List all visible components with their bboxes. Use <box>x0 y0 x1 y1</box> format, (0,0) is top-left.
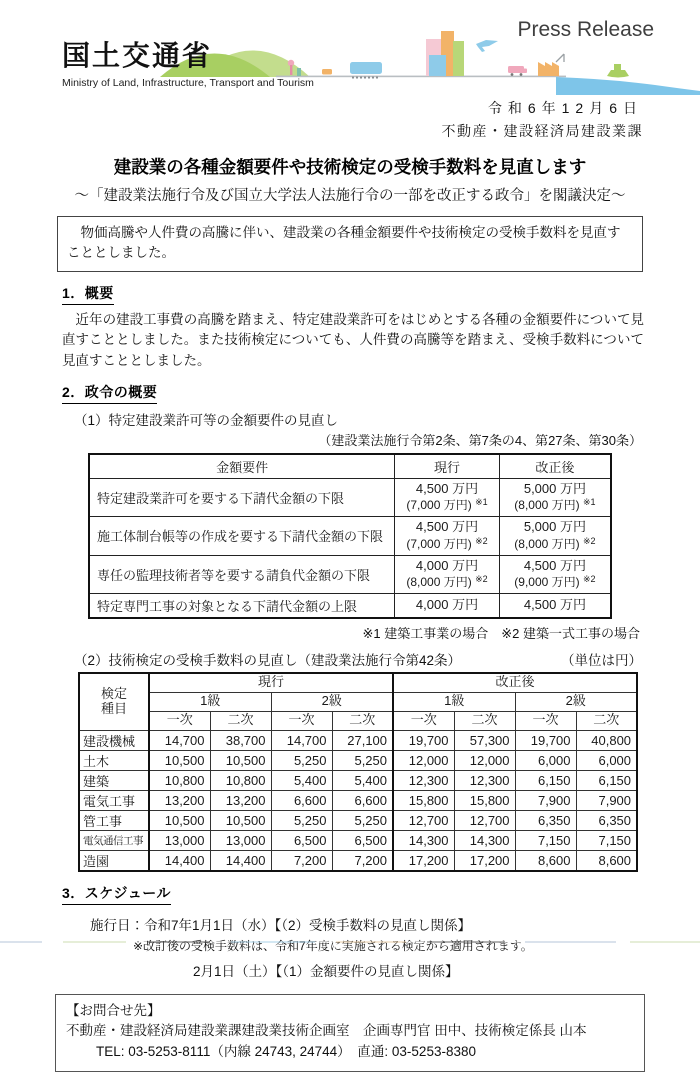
fee-value: 14,400 <box>210 850 271 871</box>
fee-value: 12,700 <box>454 810 515 830</box>
fee-value: 6,150 <box>515 770 576 790</box>
factory-icon <box>538 62 559 76</box>
fee-value: 40,800 <box>576 730 637 750</box>
car-icon <box>322 69 332 75</box>
fee-value: 5,250 <box>332 810 393 830</box>
schedule-line2: 2月1日（土）【（1）金額要件の見直し関係】 <box>193 960 700 980</box>
fee-value: 13,000 <box>149 830 210 850</box>
building-blue <box>429 55 446 76</box>
ministry-name: 国土交通省 <box>62 34 314 74</box>
stage-header: 一次 <box>271 711 332 730</box>
fee-value: 8,600 <box>576 850 637 871</box>
crane-icon <box>556 54 564 62</box>
fee-value: 17,200 <box>454 850 515 871</box>
airplane-icon <box>476 40 498 52</box>
amount-cell: 4,500 万円 (7,000 万円) $^{※2}$ <box>395 517 500 555</box>
ship-icon <box>607 70 629 78</box>
exam-category-label: 建設機械 <box>79 730 149 750</box>
fee-value: 5,250 <box>332 750 393 770</box>
requirement-label: 専任の監理技術者等を要する請負代金額の下限 <box>89 555 395 593</box>
item1-reference: （建設業法施行令第2条、第7条の4、第27条、第30条） <box>0 430 642 449</box>
amount-cell: 4,500 万円 (9,000 万円) $^{※2}$ <box>499 555 611 593</box>
amount-cell: 4,000 万円 (8,000 万円) $^{※2}$ <box>395 555 500 593</box>
fee-header-stage-row <box>79 711 637 730</box>
press-release-label: Press Release <box>517 18 654 42</box>
section1-heading: 1．概要 <box>62 283 114 305</box>
corner-header-exam-category <box>79 673 149 730</box>
truck-wheel <box>511 73 514 76</box>
fee-value: 57,300 <box>454 730 515 750</box>
fee-header-group-row <box>79 673 637 692</box>
fee-value: 12,700 <box>393 810 454 830</box>
unit-note: （単位は円） <box>561 649 642 669</box>
train-icon <box>350 62 382 74</box>
fee-value: 6,000 <box>576 750 637 770</box>
fee-header-grade-row <box>79 692 637 711</box>
fee-value: 5,250 <box>271 810 332 830</box>
fee-value: 7,900 <box>576 790 637 810</box>
summary-box: 物価高騰や人件費の高騰に伴い、建設業の各種金額要件や技術検定の受検手数料を見直すこととしました。 <box>57 216 643 272</box>
col-header-revised: 改正後 <box>499 454 611 478</box>
table-row <box>89 478 611 516</box>
fee-value: 19,700 <box>515 730 576 750</box>
fee-value: 27,100 <box>332 730 393 750</box>
requirement-label: 特定専門工事の対象となる下請代金額の上限 <box>89 594 395 619</box>
fee-value: 7,200 <box>332 850 393 871</box>
fee-value: 14,700 <box>271 730 332 750</box>
fee-value: 6,500 <box>271 830 332 850</box>
fee-value: 10,500 <box>210 810 271 830</box>
item2-heading: （2）技術検定の受検手数料の見直し（建設業法施行令第42条） <box>74 649 461 669</box>
section1-body: 近年の建設工事費の高騰を踏まえ、特定建設業許可をはじめとする各種の金額要件について見直すこととしました。また技術検定についても、人件費の高騰等を踏まえ、受検手数料について見直すこととしました。 <box>62 310 644 372</box>
amount-cell: 4,500 万円 (7,000 万円) $^{※1}$ <box>395 478 500 516</box>
truck-cab <box>521 69 527 74</box>
stage-header: 一次 <box>149 711 210 730</box>
schedule-line1: 施行日：令和7年1月1日（水）【（2）受検手数料の見直し関係】 <box>90 914 700 934</box>
table-row <box>89 517 611 555</box>
amount-requirements-table <box>88 453 612 619</box>
table-row <box>79 810 637 830</box>
fee-value: 5,400 <box>332 770 393 790</box>
contact-phone: TEL: 03-5253-8111（内線 24743, 24744） 直通: 03-5253-8380 <box>96 1042 634 1063</box>
table-row <box>79 730 637 750</box>
bottom-decorative-strip <box>0 941 700 943</box>
amount-table-body <box>89 478 611 618</box>
table-row <box>79 830 637 850</box>
fee-value: 6,150 <box>576 770 637 790</box>
table-row <box>89 594 611 619</box>
corner-line2: 種目 <box>80 702 148 717</box>
fee-value: 38,700 <box>210 730 271 750</box>
page-title: 建設業の各種金額要件や技術検定の受検手数料を見直します <box>0 154 700 179</box>
issuing-department: 不動産・建設経済局建設業課 <box>0 121 700 141</box>
section2-heading: 2．政令の概要 <box>62 382 157 404</box>
amount-cell: 4,000 万円 <box>395 594 500 619</box>
corner-line1: 検定 <box>80 687 148 702</box>
fee-value: 5,250 <box>271 750 332 770</box>
ministry-name-en: Ministry of Land, Infrastructure, Transport and Tourism <box>62 77 314 89</box>
fee-value: 12,300 <box>454 770 515 790</box>
fee-value: 7,200 <box>271 850 332 871</box>
amount-cell: 5,000 万円 (8,000 万円) $^{※2}$ <box>499 517 611 555</box>
fee-value: 7,150 <box>515 830 576 850</box>
table-row <box>89 555 611 593</box>
group-header-current: 現行 <box>149 673 393 692</box>
col-header-current: 現行 <box>395 454 500 478</box>
requirement-label: 施工体制台帳等の作成を要する下請代金額の下限 <box>89 517 395 555</box>
ministry-logo <box>62 34 314 89</box>
fee-value: 10,500 <box>149 750 210 770</box>
fee-value: 6,350 <box>515 810 576 830</box>
ground-line <box>276 76 566 78</box>
fee-value: 13,200 <box>210 790 271 810</box>
stage-header: 二次 <box>210 711 271 730</box>
exam-category-label: 土木 <box>79 750 149 770</box>
fee-value: 7,150 <box>576 830 637 850</box>
fee-value: 6,600 <box>332 790 393 810</box>
fee-value: 12,000 <box>454 750 515 770</box>
building-green <box>453 41 464 76</box>
stage-header: 一次 <box>393 711 454 730</box>
fee-value: 10,800 <box>210 770 271 790</box>
fee-value: 15,800 <box>393 790 454 810</box>
fee-value: 6,350 <box>576 810 637 830</box>
contact-box <box>55 994 645 1072</box>
fee-value: 19,700 <box>393 730 454 750</box>
stage-header: 二次 <box>454 711 515 730</box>
exam-category-label: 管工事 <box>79 810 149 830</box>
fee-value: 14,300 <box>393 830 454 850</box>
table1-footnote: ※1 建築工事業の場合 ※2 建築一式工事の場合 <box>0 623 640 642</box>
stage-header: 二次 <box>332 711 393 730</box>
table-row <box>79 770 637 790</box>
section3-heading: 3．スケジュール <box>62 883 171 905</box>
fee-value: 8,600 <box>515 850 576 871</box>
header <box>0 0 700 92</box>
amount-cell: 4,500 万円 <box>499 594 611 619</box>
fee-value: 14,700 <box>149 730 210 750</box>
contact-persons: 不動産・建設経済局建設業課建設業技術企画室 企画専門官 田中、技術検定係長 山本 <box>66 1021 634 1042</box>
ship-cabin <box>614 64 621 70</box>
item1-heading: （1）特定建設業許可等の金額要件の見直し <box>74 409 700 429</box>
fee-value: 12,000 <box>393 750 454 770</box>
schedule-note: ※改訂後の受検手数料は、令和7年度に実施される検定から適用されます。 <box>133 937 700 954</box>
fee-value: 5,400 <box>271 770 332 790</box>
stage-header: 二次 <box>576 711 637 730</box>
exam-category-label: 電気通信工事 <box>79 830 149 850</box>
fee-value: 6,600 <box>271 790 332 810</box>
fee-value: 10,500 <box>149 810 210 830</box>
stage-header: 一次 <box>515 711 576 730</box>
fee-value: 7,900 <box>515 790 576 810</box>
fee-value: 10,800 <box>149 770 210 790</box>
fee-value: 13,200 <box>149 790 210 810</box>
truck-wheel <box>520 73 523 76</box>
fee-value: 12,300 <box>393 770 454 790</box>
exam-category-label: 電気工事 <box>79 790 149 810</box>
fee-value: 14,300 <box>454 830 515 850</box>
issue-date: 令和6年12月6日 <box>0 98 700 118</box>
amount-table-header-row <box>89 454 611 478</box>
group-header-revised: 改正後 <box>393 673 637 692</box>
grade-header: 2級 <box>271 692 393 711</box>
table-row <box>79 750 637 770</box>
water-wave <box>556 77 700 95</box>
fee-value: 17,200 <box>393 850 454 871</box>
fee-value: 10,500 <box>210 750 271 770</box>
col-header-requirement: 金額要件 <box>89 454 395 478</box>
exam-category-label: 造園 <box>79 850 149 871</box>
grade-header: 1級 <box>149 692 271 711</box>
requirement-label: 特定建設業許可を要する下請代金額の下限 <box>89 478 395 516</box>
grade-header: 2級 <box>515 692 637 711</box>
fee-value: 13,000 <box>210 830 271 850</box>
exam-category-label: 建築 <box>79 770 149 790</box>
table-row <box>79 850 637 871</box>
fee-value: 6,000 <box>515 750 576 770</box>
fee-value: 15,800 <box>454 790 515 810</box>
fee-value: 6,500 <box>332 830 393 850</box>
fee-value: 14,400 <box>149 850 210 871</box>
grade-header: 1級 <box>393 692 515 711</box>
table-row <box>79 790 637 810</box>
exam-fee-table <box>78 672 638 872</box>
contact-heading: 【お問合せ先】 <box>66 1001 634 1022</box>
page-subtitle: ～「建設業法施行令及び国立大学法人法施行令の一部を改正する政令」を閣議決定～ <box>0 184 700 205</box>
fee-table-body <box>79 730 637 871</box>
amount-cell: 5,000 万円 (8,000 万円) $^{※1}$ <box>499 478 611 516</box>
